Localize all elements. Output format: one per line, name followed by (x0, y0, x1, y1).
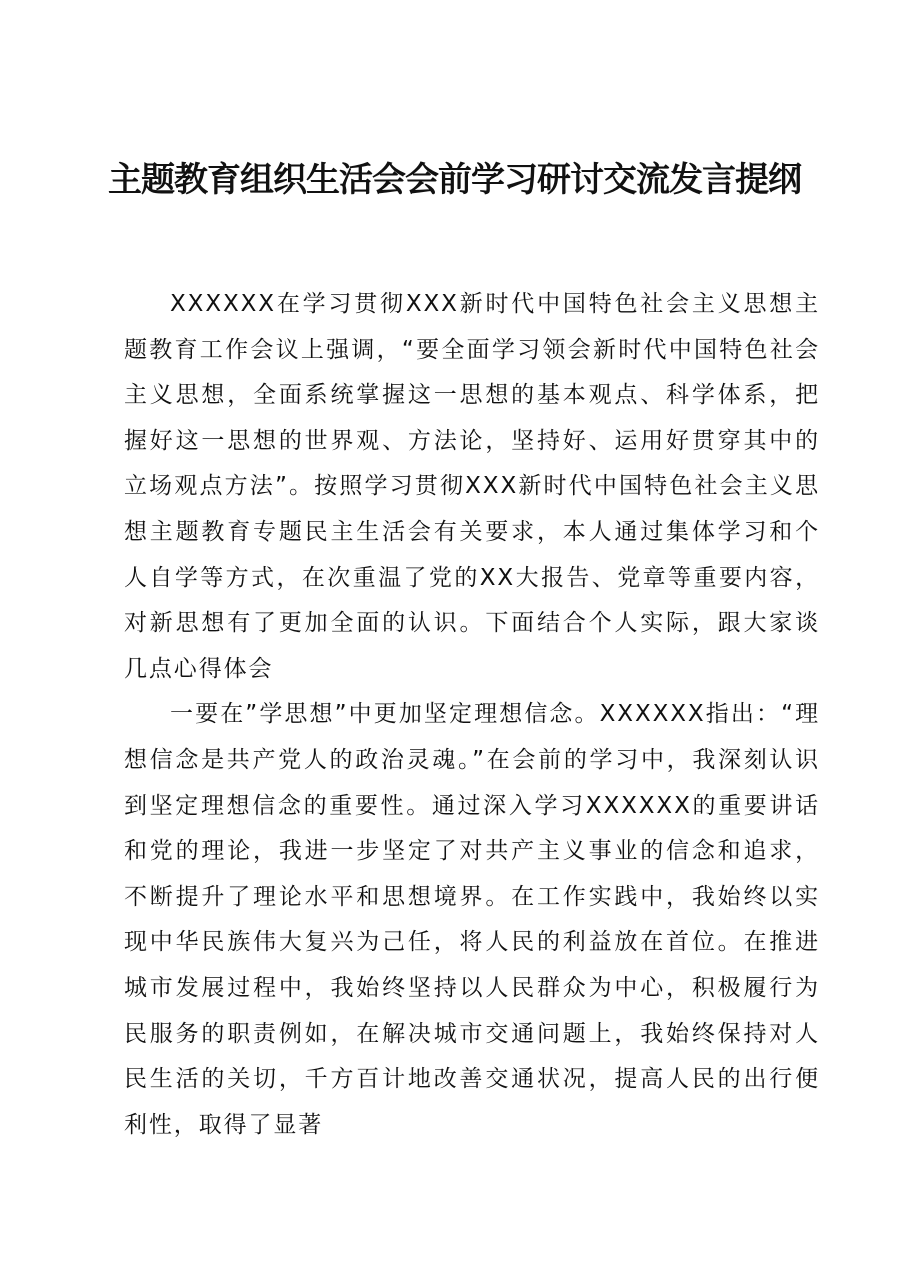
paragraph-point-one: 一要在”学思想”中更加坚定理想信念。XXXXXX指出：“理想信念是共产党人的政治灵魂。”在会前的学习中，我深刻认识到坚定理想信念的重要性。通过深入学习XXXXXX的重要讲话和党的理论，我进一步坚定了对共产主义事业的信念和追求，不断提升了理论水平和思想境界。在工作实践中，我始终以实现中华民族伟大复兴为己任，将人民的利益放在首位。在推进城市发展过程中，我始终坚持以人民群众为中心，积极履行为民服务的职责例如，在解决城市交通问题上，我始终保持对人民生活的关切，千方百计地改善交通状况，提高人民的出行便利性，取得了显著 (124, 701, 820, 1138)
document-body (124, 282, 820, 1148)
document-title: 主题教育组织生活会会前学习研讨交流发言提纲 (108, 160, 801, 200)
paragraph-intro: XXXXXX在学习贯彻XXX新时代中国特色社会主义思想主题教育工作会议上强调，“要全面学习领会新时代中国特色社会主义思想，全面系统掌握这一思想的基本观点、科学体系，把握好这一思想的世界观、方法论，坚持好、运用好贯穿其中的立场观点方法”。按照学习贯彻XXX新时代中国特色社会主义思想主题教育专题民主生活会有关要求，本人通过集体学习和个人自学等方式，在次重温了党的XX大报告、党章等重要内容，对新思想有了更加全面的认识。下面结合个人实际，跟大家谈几点心得体会 (124, 291, 820, 682)
